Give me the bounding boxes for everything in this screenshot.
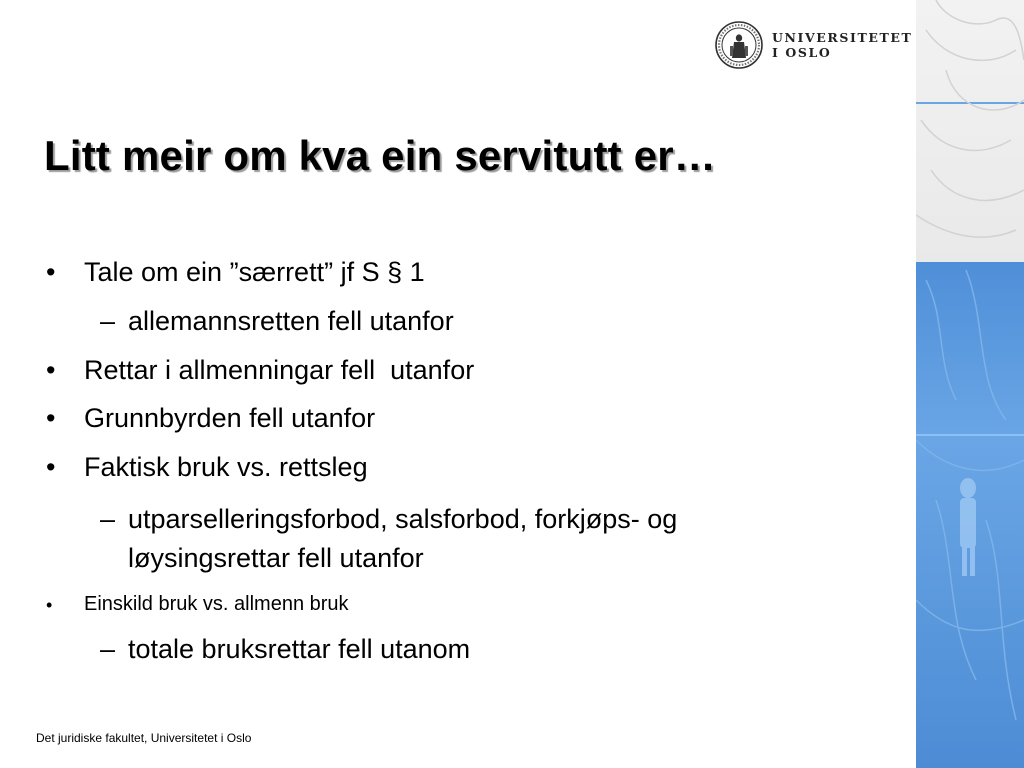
bullet-mark: • xyxy=(46,355,56,385)
sub-bullet-continuation xyxy=(128,543,424,574)
sub-bullet-text: allemannsretten fell utanfor xyxy=(128,306,454,336)
slide-title: Litt meir om kva ein servitutt er… xyxy=(44,132,716,179)
bullet-item xyxy=(46,593,349,616)
slide-footer: Det juridiske fakultet, Universitetet i Oslo xyxy=(36,731,252,745)
bullet-item xyxy=(46,452,368,483)
bullet-text: Rettar i allmenningar fell utanfor xyxy=(84,355,475,385)
bullet-mark: • xyxy=(46,595,53,615)
sub-bullet-text-line-2: løysingsrettar fell utanfor xyxy=(128,543,424,573)
sub-bullet-text: utparselleringsforbod, salsforbod, forkjøps- og xyxy=(128,504,678,534)
logo-line-1: UNIVERSITETET xyxy=(772,30,913,45)
bullet-mark: • xyxy=(46,257,56,287)
sub-bullet-mark: – xyxy=(100,634,116,664)
bullet-text: Einskild bruk vs. allmenn bruk xyxy=(84,593,349,615)
logo-wordmark xyxy=(772,30,912,60)
bullet-text: Grunnbyrden fell utanfor xyxy=(84,403,376,433)
bullet-mark: • xyxy=(46,452,56,482)
sub-bullet-mark: – xyxy=(100,306,116,336)
bullet-text: Faktisk bruk vs. rettsleg xyxy=(84,452,368,482)
sub-bullet-text: totale bruksrettar fell utanom xyxy=(128,634,471,664)
logo-line-2: I OSLO xyxy=(772,45,832,60)
bullet-text: Tale om ein ”særrett” jf S § 1 xyxy=(84,257,425,287)
bullet-item xyxy=(46,403,376,434)
decorative-side-strip xyxy=(916,0,1024,768)
sub-bullet-item xyxy=(100,306,454,337)
sub-bullet-item xyxy=(100,634,471,665)
bullet-item xyxy=(46,355,475,386)
bullet-mark: • xyxy=(46,403,56,433)
apollo-sculpture-illustration xyxy=(916,0,1024,768)
sub-bullet-mark: – xyxy=(100,504,116,534)
bullet-item xyxy=(46,257,425,288)
university-seal-icon xyxy=(714,20,764,70)
sub-bullet-item xyxy=(100,504,678,535)
university-logo xyxy=(714,20,912,70)
